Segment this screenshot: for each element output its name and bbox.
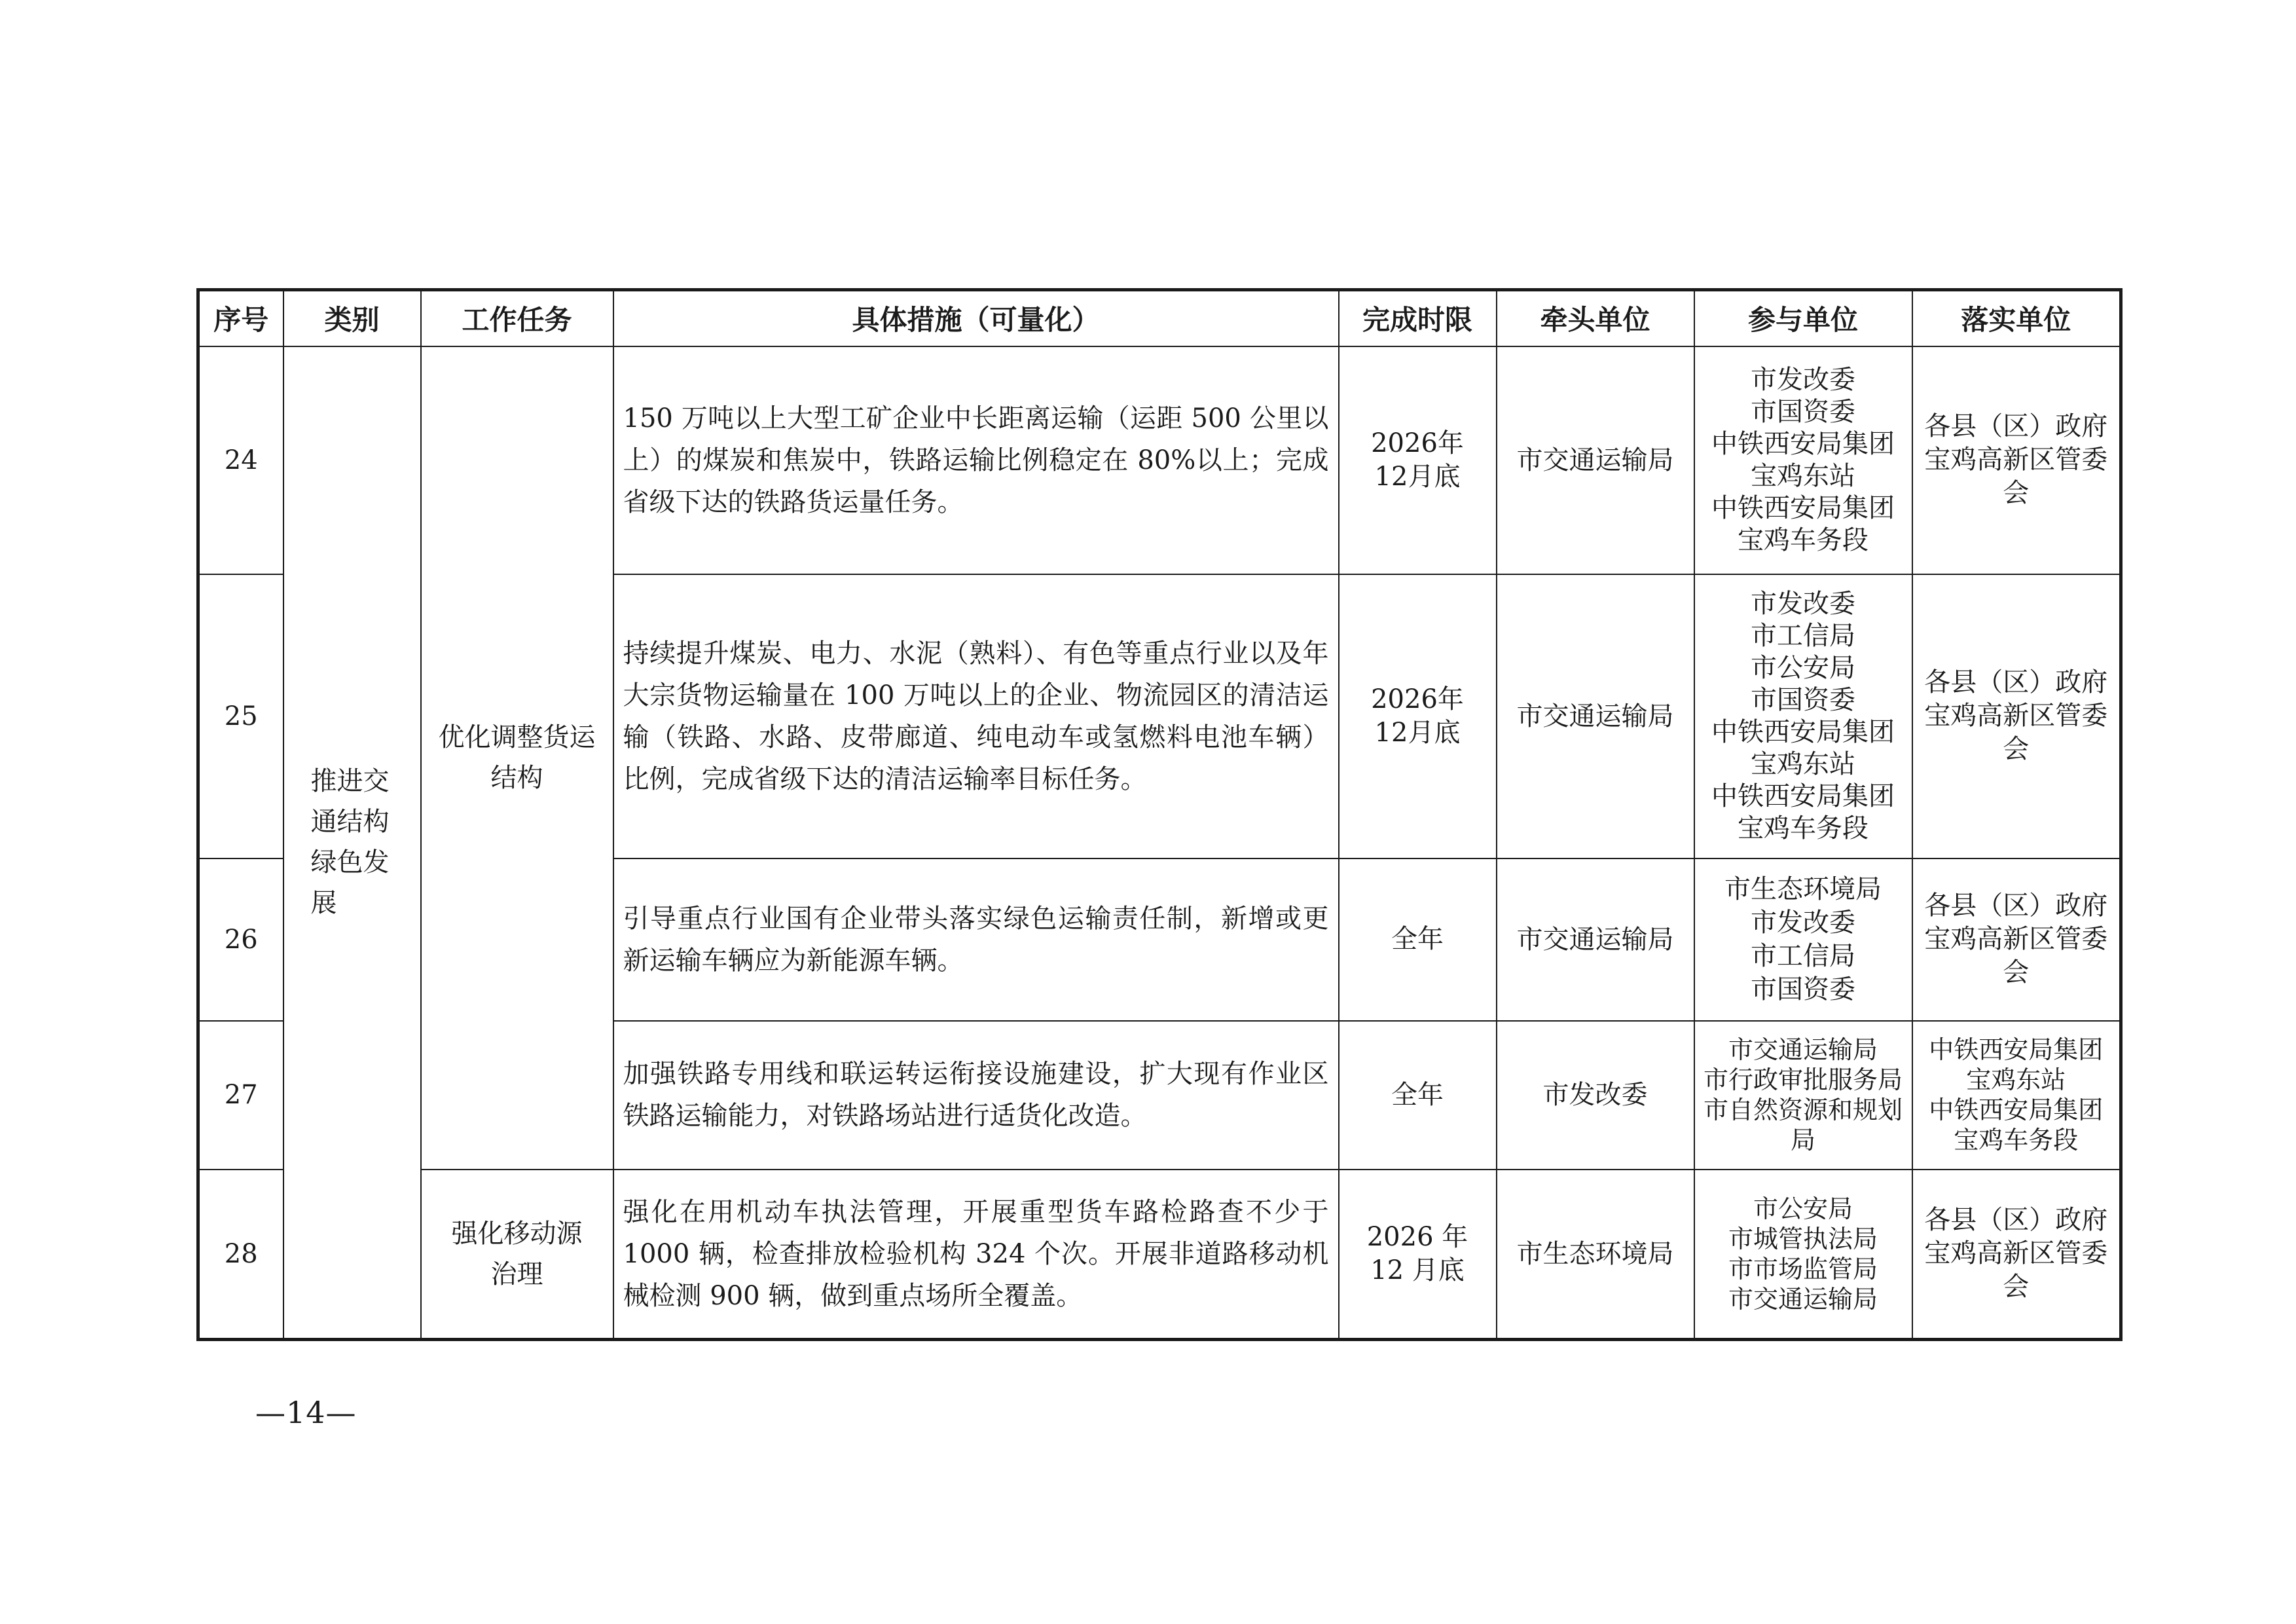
deadline-line: 2026年 — [1371, 684, 1464, 714]
participant: 宝鸡车务段 — [1738, 525, 1868, 555]
deadline-cell — [1339, 346, 1497, 574]
participant: 市发改委 — [1751, 907, 1855, 938]
participant: 宝鸡东站 — [1751, 748, 1855, 779]
deadline-line: 全年 — [1391, 924, 1444, 954]
implementers-cell — [1912, 574, 2121, 858]
participant: 市自然资源和规划局 — [1703, 1096, 1903, 1154]
page-number: —14— — [255, 1395, 357, 1430]
measure-cell: 强化在用机动车执法管理，开展重型货车路检路查不少于 1000 辆，检查排放检验机构 324 个次。开展非道路移动机械检测 900 辆，做到重点场所全覆盖。 — [613, 1170, 1339, 1340]
header-lead: 牵头单位 — [1497, 290, 1694, 346]
implementer: 宝鸡高新区管委会 — [1924, 445, 2108, 508]
deadline-line: 2026年 — [1371, 428, 1464, 458]
table-row — [198, 1170, 2121, 1340]
implementer: 中铁西安局集团 — [1929, 1096, 2104, 1124]
row-no: 25 — [198, 574, 283, 858]
deadline-line: 12月底 — [1374, 717, 1461, 748]
measure-cell: 150 万吨以上大型工矿企业中长距离运输（运距 500 公里以上）的煤炭和焦炭中，铁路运输比例稳定在 80%以上；完成省级下达的铁路货运量任务。 — [613, 346, 1339, 574]
category-text: 推进交通结构绿色发展 — [310, 766, 390, 919]
participant: 市城管执法局 — [1728, 1224, 1878, 1253]
header-category: 类别 — [283, 290, 421, 346]
participant: 市市场监管局 — [1728, 1254, 1878, 1283]
implementer: 各县（区）政府 — [1924, 891, 2108, 921]
implementer: 宝鸡高新区管委会 — [1924, 701, 2108, 764]
participant: 市工信局 — [1751, 620, 1855, 651]
participant: 市公安局 — [1753, 1194, 1853, 1223]
task-cell — [421, 346, 613, 1170]
participant: 中铁西安局集团 — [1711, 492, 1895, 523]
participant: 市国资委 — [1751, 974, 1855, 1005]
row-no: 27 — [198, 1021, 283, 1170]
implementer: 宝鸡东站 — [1966, 1065, 2066, 1094]
participant: 市公安局 — [1751, 652, 1855, 683]
deadline-line: 全年 — [1391, 1079, 1444, 1110]
header-measure: 具体措施（可量化） — [613, 290, 1339, 346]
table-row — [198, 346, 2121, 574]
deadline-cell — [1339, 1021, 1497, 1170]
header-task: 工作任务 — [421, 290, 613, 346]
header-deadline: 完成时限 — [1339, 290, 1497, 346]
header-participants: 参与单位 — [1694, 290, 1912, 346]
participants-cell — [1694, 346, 1912, 574]
participant: 市交通运输局 — [1728, 1035, 1878, 1064]
implementers-cell — [1912, 1021, 2121, 1170]
row-no: 26 — [198, 858, 283, 1021]
implementers-cell — [1912, 1170, 2121, 1340]
deadline-cell — [1339, 1170, 1497, 1340]
participant: 市生态环境局 — [1724, 874, 1882, 904]
participant: 市发改委 — [1751, 364, 1855, 395]
measure-cell: 加强铁路专用线和联运转运衔接设施建设，扩大现有作业区铁路运输能力，对铁路场站进行适货化改造。 — [613, 1021, 1339, 1170]
implementer: 宝鸡高新区管委会 — [1924, 1238, 2108, 1302]
lead-cell: 市生态环境局 — [1497, 1170, 1694, 1340]
lead-cell: 市交通运输局 — [1497, 574, 1694, 858]
participant: 市交通运输局 — [1728, 1284, 1878, 1314]
row-no: 28 — [198, 1170, 283, 1340]
implementer: 中铁西安局集团 — [1929, 1035, 2104, 1064]
deadline-line: 2026 年 — [1366, 1221, 1468, 1252]
deadline-cell — [1339, 858, 1497, 1021]
participant: 市行政审批服务局 — [1703, 1065, 1903, 1094]
header-no: 序号 — [198, 290, 283, 346]
participants-cell — [1694, 858, 1912, 1021]
header-implementers: 落实单位 — [1912, 290, 2121, 346]
participant: 中铁西安局集团 — [1711, 428, 1895, 459]
participants-cell — [1694, 1021, 1912, 1170]
task-table — [196, 288, 2123, 1341]
implementer: 宝鸡高新区管委会 — [1924, 924, 2108, 987]
implementers-cell — [1912, 858, 2121, 1021]
participant: 市工信局 — [1751, 940, 1855, 971]
category-cell — [283, 346, 421, 1340]
participant: 市国资委 — [1751, 684, 1855, 715]
measure-cell: 持续提升煤炭、电力、水泥（熟料）、有色等重点行业以及年大宗货物运输量在 100 万吨以上的企业、物流园区的清洁运输（铁路、水路、皮带廊道、纯电动车或氢燃料电池车辆）比例，完成省级下达的清洁运输率目标任务。 — [613, 574, 1339, 858]
task-cell — [421, 1170, 613, 1340]
implementer: 宝鸡车务段 — [1954, 1126, 2079, 1154]
table-header-row — [198, 290, 2121, 346]
lead-cell: 市发改委 — [1497, 1021, 1694, 1170]
deadline-line: 12月底 — [1374, 461, 1461, 492]
implementer: 各县（区）政府 — [1924, 1205, 2108, 1236]
measure-cell: 引导重点行业国有企业带头落实绿色运输责任制，新增或更新运输车辆应为新能源车辆。 — [613, 858, 1339, 1021]
participant: 市国资委 — [1751, 396, 1855, 427]
task-text: 强化移动源治理 — [451, 1218, 583, 1289]
participant: 中铁西安局集团 — [1711, 716, 1895, 747]
participant: 中铁西安局集团 — [1711, 781, 1895, 811]
lead-cell: 市交通运输局 — [1497, 858, 1694, 1021]
participant: 宝鸡东站 — [1751, 460, 1855, 491]
participants-cell — [1694, 1170, 1912, 1340]
lead-cell: 市交通运输局 — [1497, 346, 1694, 574]
task-text: 优化调整货运结构 — [438, 722, 596, 793]
deadline-line: 12 月底 — [1370, 1255, 1465, 1285]
row-no: 24 — [198, 346, 283, 574]
participant: 宝鸡车务段 — [1738, 813, 1868, 843]
participant: 市发改委 — [1751, 588, 1855, 619]
deadline-cell — [1339, 574, 1497, 858]
implementer: 各县（区）政府 — [1924, 411, 2108, 441]
implementers-cell — [1912, 346, 2121, 574]
implementer: 各县（区）政府 — [1924, 667, 2108, 697]
participants-cell — [1694, 574, 1912, 858]
